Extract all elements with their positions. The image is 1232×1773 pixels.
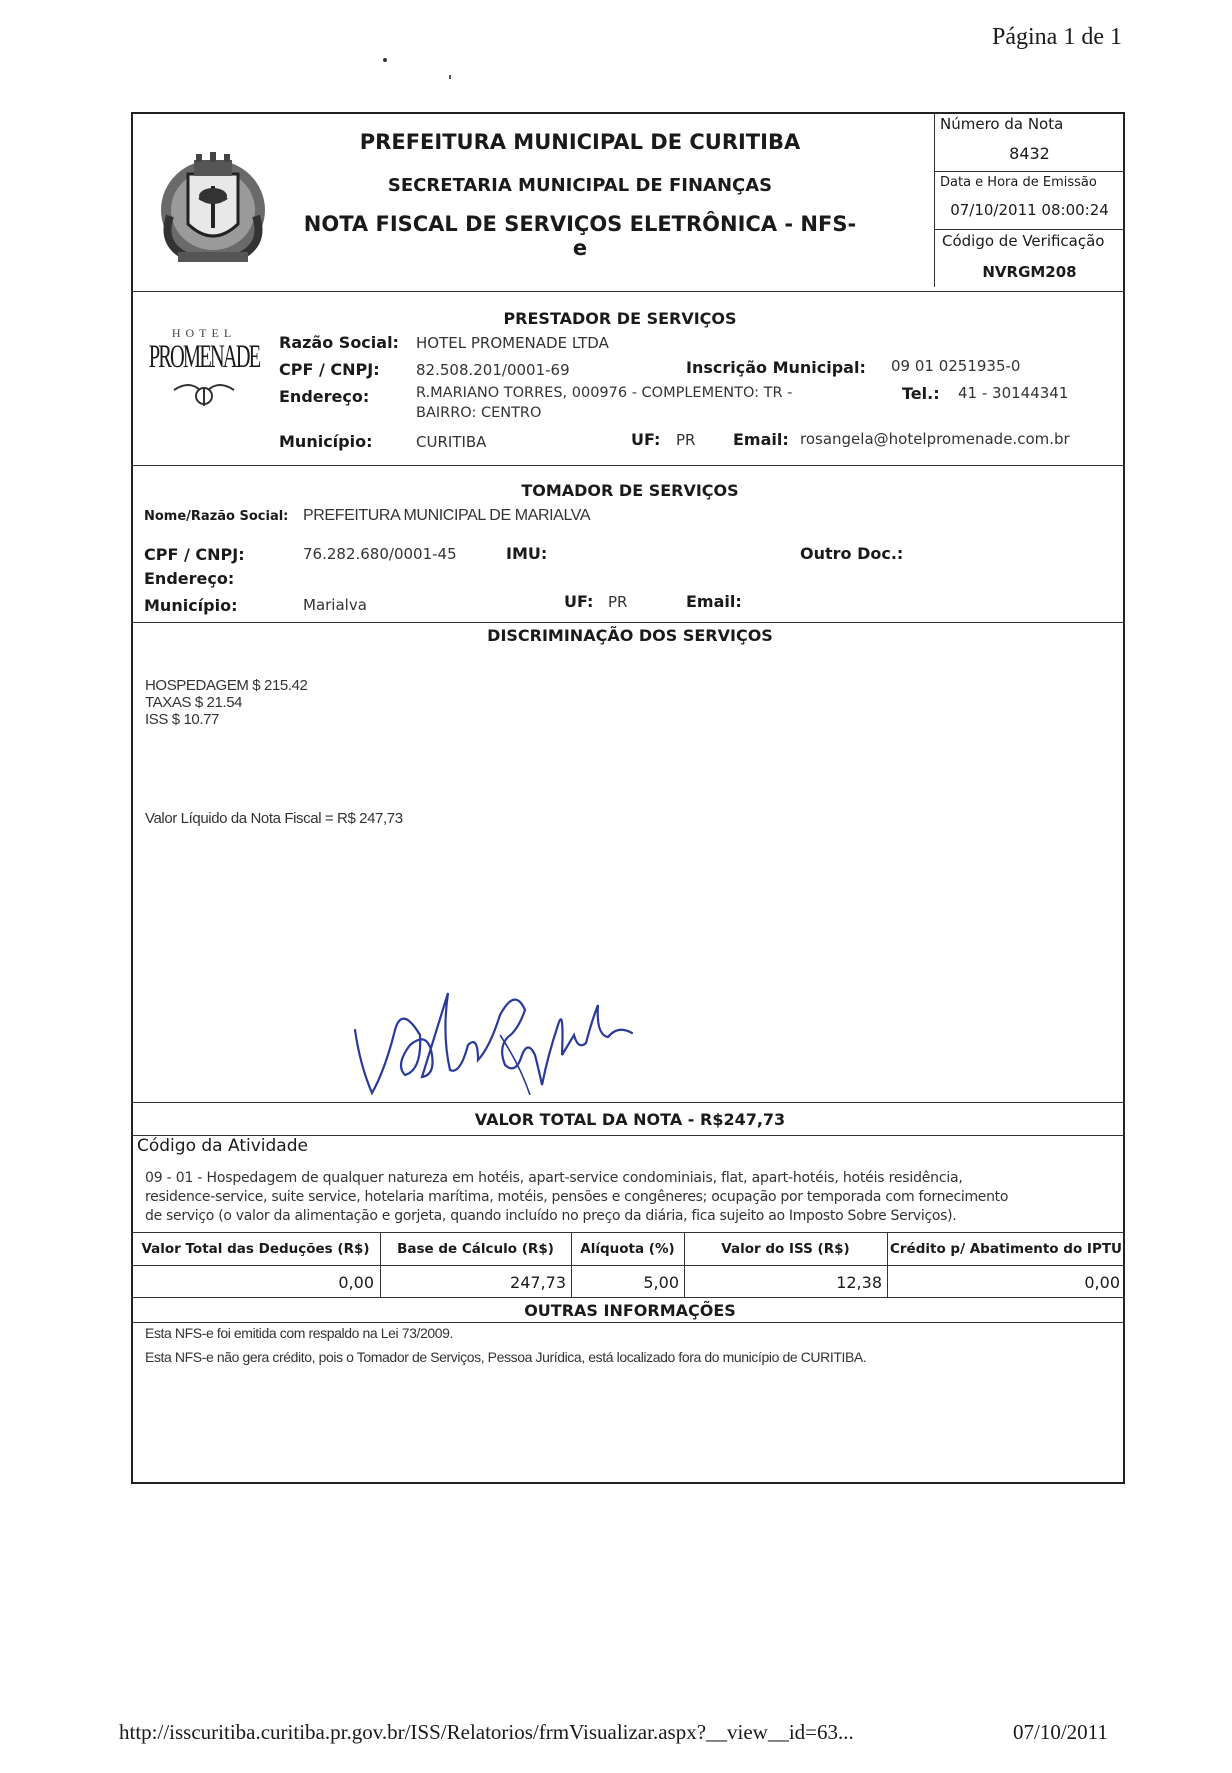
section-divider (131, 1102, 1125, 1103)
logo-name: PROMENADE (148, 339, 260, 375)
tomador-cnpj-value: 76.282.680/0001-45 (303, 545, 457, 563)
discriminacao-line-hospedagem: HOSPEDAGEM $ 215.42 (145, 677, 308, 694)
deducoes-header: Valor Total das Deduções (R$) (141, 1241, 370, 1257)
numero-nota-label: Número da Nota (940, 115, 1064, 133)
outras-informacoes-line-2: Esta NFS-e não gera crédito, pois o Tomador de Serviços, Pessoa Jurídica, está localizado fora do município de CURITIBA. (145, 1349, 867, 1365)
prestador-endereco-line2: BAIRRO: CENTRO (416, 405, 542, 421)
codigo-verificacao-label: Código de Verificação (942, 232, 1105, 250)
telefone-value: 41 - 30144341 (958, 384, 1069, 402)
tomador-nome-value: PREFEITURA MUNICIPAL DE MARIALVA (303, 507, 591, 524)
handwritten-signature (350, 975, 650, 1100)
prestador-endereco-label: Endereço: (279, 387, 370, 406)
table-mid-border (131, 1265, 1125, 1266)
prestador-email-value: rosangela@hotelpromenade.com.br (800, 430, 1070, 448)
secretaria-title: SECRETARIA MUNICIPAL DE FINANÇAS (387, 175, 773, 196)
prestador-cnpj-value: 82.508.201/0001-69 (416, 361, 570, 379)
telefone-label: Tel.: (902, 384, 940, 403)
codigo-verificacao-value: NVRGM208 (982, 263, 1077, 281)
aliquota-header: Alíquota (%) (580, 1241, 675, 1257)
prestador-municipio-label: Município: (279, 432, 373, 451)
atividade-line-3: de serviço (o valor da alimentação e gorjeta, quando incluído no preço da diária, fica sujeito ao Imposto Sobre Serviços). (145, 1208, 957, 1224)
section-divider (131, 622, 1125, 623)
header-info-divider (934, 171, 1125, 172)
discriminacao-line-taxas: TAXAS $ 21.54 (145, 694, 243, 711)
tomador-uf-label: UF: (564, 592, 594, 611)
atividade-line-1: 09 - 01 - Hospedagem de qualquer natureza em hotéis, apart-service condominiais, flat, apart-hotéis, hotéis residência, (145, 1170, 963, 1186)
nfse-title: NOTA FISCAL DE SERVIÇOS ELETRÔNICA - NFS-e (303, 212, 857, 260)
prestador-cnpj-label: CPF / CNPJ: (279, 360, 380, 379)
prestador-email-label: Email: (733, 430, 789, 449)
discriminacao-title: DISCRIMINAÇÃO DOS SERVIÇOS (487, 626, 773, 645)
base-calculo-header: Base de Cálculo (R$) (397, 1241, 554, 1257)
inscricao-municipal-label: Inscrição Municipal: (686, 358, 866, 377)
prestador-uf-value: PR (676, 431, 696, 449)
valor-iss-value: 12,38 (836, 1273, 882, 1292)
tomador-endereco-label: Endereço: (144, 569, 235, 588)
tomador-title: TOMADOR DE SERVIÇOS (521, 481, 739, 500)
tomador-nome-label: Nome/Razão Social: (144, 509, 289, 524)
tomador-email-label: Email: (686, 592, 742, 611)
data-emissao-label: Data e Hora de Emissão (940, 175, 1097, 190)
prefeitura-title: PREFEITURA MUNICIPAL DE CURITIBA (359, 130, 801, 154)
tomador-cnpj-label: CPF / CNPJ: (144, 545, 245, 564)
tomador-uf-value: PR (608, 593, 628, 611)
credito-iptu-header: Crédito p/ Abatimento do IPTU (889, 1241, 1123, 1257)
valor-iss-header: Valor do ISS (R$) (721, 1241, 850, 1257)
inscricao-municipal-value: 09 01 0251935-0 (891, 357, 1021, 375)
table-top-border (131, 1232, 1125, 1233)
section-divider (131, 291, 1125, 292)
codigo-atividade-label: Código da Atividade (137, 1136, 308, 1156)
numero-nota-value: 8432 (1009, 144, 1050, 163)
tomador-municipio-value: Marialva (303, 596, 367, 614)
prestador-uf-label: UF: (631, 430, 661, 449)
header-info-box (934, 112, 1126, 287)
header-info-divider (934, 229, 1125, 230)
razao-social-label: Razão Social: (279, 333, 399, 352)
tomador-imu-label: IMU: (506, 544, 548, 563)
razao-social-value: HOTEL PROMENADE LTDA (416, 334, 609, 352)
credito-iptu-value: 0,00 (1084, 1273, 1120, 1292)
atividade-line-2: residence-service, suite service, hotelaria marítima, motéis, pensões e congêneres; ocupação por temporada com fornecimento (145, 1189, 1009, 1205)
logo-ornament-icon (144, 376, 264, 410)
prestador-endereco-line1: R.MARIANO TORRES, 000976 - COMPLEMENTO: TR - (416, 385, 793, 401)
footer-date: 07/10/2011 (1013, 1720, 1108, 1744)
base-calculo-value: 247,73 (510, 1273, 566, 1292)
aliquota-value: 5,00 (643, 1273, 679, 1292)
valor-total-nota: VALOR TOTAL DA NOTA - R$247,73 (474, 1110, 786, 1129)
data-emissao-value: 07/10/2011 08:00:24 (950, 201, 1109, 219)
valor-liquido-text: Valor Líquido da Nota Fiscal = R$ 247,73 (145, 810, 403, 827)
tomador-outro-doc-label: Outro Doc.: (800, 544, 904, 563)
prestador-title: PRESTADOR DE SERVIÇOS (503, 309, 737, 328)
discriminacao-line-iss: ISS $ 10.77 (145, 711, 219, 728)
outras-informacoes-line-1: Esta NFS-e foi emitida com respaldo na Lei 73/2009. (145, 1325, 453, 1341)
hotel-promenade-logo (144, 326, 264, 430)
table-bottom-border (131, 1297, 1125, 1298)
deducoes-value: 0,00 (338, 1273, 374, 1292)
prestador-municipio-value: CURITIBA (416, 433, 487, 451)
section-divider (131, 1322, 1125, 1323)
scan-speck (449, 75, 451, 79)
page-number: Página 1 de 1 (992, 24, 1122, 50)
curitiba-coat-of-arms-icon (150, 146, 276, 268)
scan-speck (383, 58, 387, 62)
section-divider (131, 465, 1125, 466)
logo-small-text: HOTEL (171, 326, 237, 340)
tomador-municipio-label: Município: (144, 596, 238, 615)
footer-url: http://isscuritiba.curitiba.pr.gov.br/ISS/Relatorios/frmVisualizar.aspx?__view__id=63... (119, 1720, 854, 1744)
outras-informacoes-title: OUTRAS INFORMAÇÕES (524, 1301, 736, 1320)
